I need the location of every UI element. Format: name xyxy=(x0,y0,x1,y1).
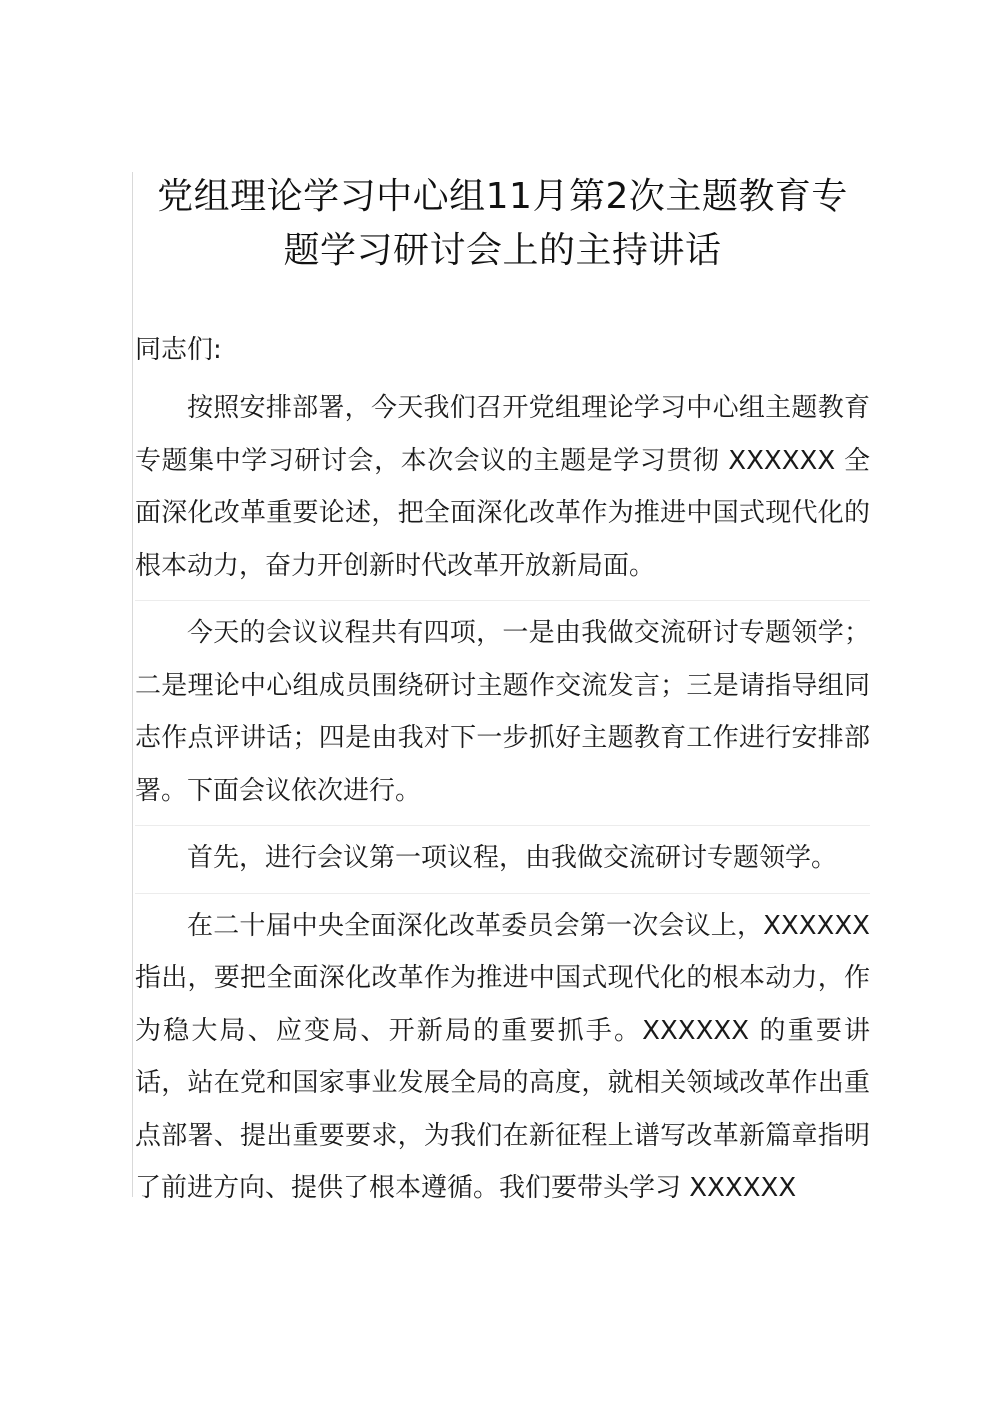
salutation: 同志们: xyxy=(135,335,222,365)
margin-guide-line xyxy=(132,172,133,1197)
title-line-1: 党组理论学习中心组11月第2次主题教育专 xyxy=(157,176,848,217)
title-line-2: 题学习研讨会上的主持讲话 xyxy=(283,230,722,271)
document-title xyxy=(135,170,870,278)
document-body xyxy=(135,170,870,1223)
paragraph-1: 按照安排部署，今天我们召开党组理论学习中心组主题教育专题集中学习研讨会，本次会议的主题是学习贯彻 XXXXXX 全面深化改革重要论述，把全面深化改革作为推进中国式现代化的根本动力，奋力开创新时代改革开放新局面。 xyxy=(135,382,870,601)
paragraph-4: 在二十届中央全面深化改革委员会第一次会议上，XXXXXX 指出，要把全面深化改革作为推进中国式现代化的根本动力，作为稳大局、应变局、开新局的重要抓手。XXXXXX 的重要讲话，站在党和国家事业发展全局的高度，就相关领域改革作出重点部署、提出重要要求，为我们在新征程上谱写改革新篇章指明了前进方向、提供了根本遵循。我们要带头学习 XXXXXX xyxy=(135,910,870,1203)
paragraph-2: 今天的会议议程共有四项，一是由我做交流研讨专题领学；二是理论中心组成员围绕研讨主题作交流发言；三是请指导组同志作点评讲话；四是由我对下一步抓好主题教育工作进行安排部署。下面会议依次进行。 xyxy=(135,607,870,826)
paragraph-3: 首先，进行会议第一项议程，由我做交流研讨专题领学。 xyxy=(135,832,870,894)
